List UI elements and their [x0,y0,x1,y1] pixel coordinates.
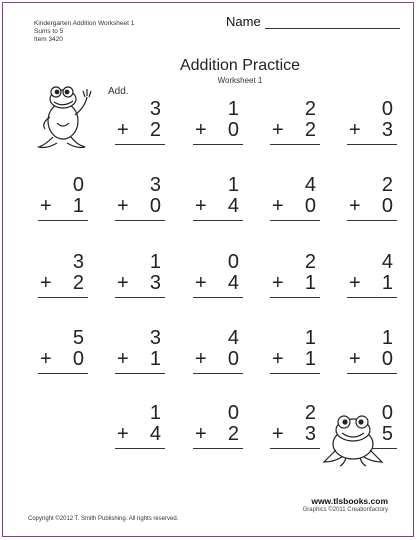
addend-bottom: 3 [304,423,316,445]
addition-problem [193,402,243,450]
plus-sign: + [195,119,207,141]
addition-problem [115,402,165,450]
plus-sign: + [195,423,207,445]
answer-line[interactable] [38,373,88,374]
answer-line[interactable] [193,448,243,449]
answer-line[interactable] [347,220,397,221]
addend-top: 0 [381,98,393,120]
addend-bottom: 4 [227,272,239,294]
addend-bottom: 4 [227,195,239,217]
answer-line[interactable] [347,297,397,298]
addend-bottom: 0 [227,348,239,370]
addend-top: 3 [149,174,161,196]
plus-sign: + [349,272,361,294]
answer-line[interactable] [193,373,243,374]
sitting-frog-icon [322,410,384,468]
name-label: Name [226,14,261,29]
answer-line[interactable] [115,297,165,298]
addition-problem [270,402,320,450]
plus-sign: + [117,423,129,445]
answer-line[interactable] [193,220,243,221]
addend-bottom: 0 [72,348,84,370]
instruction-text: Add. [108,86,129,97]
worksheet-meta [34,20,134,44]
addition-problem [270,251,320,299]
addend-top: 2 [381,174,393,196]
plus-sign: + [349,119,361,141]
addend-top: 0 [72,174,84,196]
addition-problem [115,251,165,299]
addition-problem [193,251,243,299]
footer-url[interactable]: www.tlsbooks.com [311,496,388,506]
addition-problem [347,251,397,299]
addend-top: 1 [149,251,161,273]
copyright-text: Copyright ©2012 T. Smith Publishing. All rights reserved. [28,516,179,522]
addition-problem [270,98,320,146]
plus-sign: + [40,272,52,294]
plus-sign: + [195,195,207,217]
plus-sign: + [195,348,207,370]
plus-sign: + [195,272,207,294]
addend-bottom: 2 [304,119,316,141]
plus-sign: + [272,272,284,294]
plus-sign: + [117,272,129,294]
addend-top: 3 [149,327,161,349]
addition-problem [115,327,165,375]
addend-bottom: 0 [381,195,393,217]
answer-line[interactable] [270,220,320,221]
answer-line[interactable] [347,144,397,145]
item-number: Item 3420 [34,36,63,43]
addition-problem [347,98,397,146]
addition-problem [115,174,165,222]
worksheet-title: Kindergarten Addition Worksheet 1 [34,20,135,27]
answer-line[interactable] [193,144,243,145]
graphics-credit: Graphics ©2011 Creationfactory [302,507,388,513]
addition-problem [193,174,243,222]
addend-bottom: 0 [149,195,161,217]
addend-bottom: 1 [149,348,161,370]
addition-problem [193,98,243,146]
addend-bottom: 1 [304,348,316,370]
addend-top: 2 [304,98,316,120]
addend-top: 4 [381,251,393,273]
answer-line[interactable] [115,144,165,145]
addition-problem [270,174,320,222]
addend-bottom: 0 [227,119,239,141]
addend-bottom: 1 [72,195,84,217]
addend-top: 1 [381,327,393,349]
addend-bottom: 3 [381,119,393,141]
addend-top: 1 [227,98,239,120]
addend-bottom: 5 [381,423,393,445]
addend-top: 2 [304,402,316,424]
addend-top: 1 [304,327,316,349]
name-line[interactable] [265,28,400,29]
answer-line[interactable] [270,144,320,145]
plus-sign: + [40,195,52,217]
answer-line[interactable] [38,297,88,298]
answer-line[interactable] [193,297,243,298]
addend-top: 2 [304,251,316,273]
plus-sign: + [117,195,129,217]
addend-bottom: 4 [149,423,161,445]
answer-line[interactable] [115,220,165,221]
plus-sign: + [272,119,284,141]
addition-problem [38,251,88,299]
plus-sign: + [117,348,129,370]
addend-top: 1 [227,174,239,196]
plus-sign: + [40,348,52,370]
addition-problem [270,327,320,375]
addition-problem [38,327,88,375]
addend-top: 3 [72,251,84,273]
addend-top: 3 [149,98,161,120]
addend-top: 4 [304,174,316,196]
addend-bottom: 1 [381,272,393,294]
addend-top: 1 [149,402,161,424]
waving-frog-icon [35,83,97,153]
addend-bottom: 0 [304,195,316,217]
addend-bottom: 2 [149,119,161,141]
addition-problem [347,327,397,375]
answer-line[interactable] [270,297,320,298]
addition-problem [347,174,397,222]
addend-top: 5 [72,327,84,349]
plus-sign: + [349,348,361,370]
addend-bottom: 1 [304,272,316,294]
addend-bottom: 3 [149,272,161,294]
addend-bottom: 0 [381,348,393,370]
plus-sign: + [272,195,284,217]
answer-line[interactable] [270,373,320,374]
addend-top: 0 [227,251,239,273]
answer-line[interactable] [347,373,397,374]
addend-bottom: 2 [227,423,239,445]
plus-sign: + [349,195,361,217]
addend-top: 4 [227,327,239,349]
answer-line[interactable] [115,448,165,449]
addition-problem [38,174,88,222]
addend-bottom: 2 [72,272,84,294]
page-title: Addition Practice [179,57,301,74]
addend-top: 0 [381,402,393,424]
answer-line[interactable] [115,373,165,374]
page-subtitle: Worksheet 1 [217,76,263,85]
answer-line[interactable] [270,448,320,449]
plus-sign: + [117,119,129,141]
plus-sign: + [272,423,284,445]
sums-range: Sums to 5 [34,28,64,35]
addition-problem [193,327,243,375]
answer-line[interactable] [38,220,88,221]
addend-top: 0 [227,402,239,424]
addition-problem [115,98,165,146]
plus-sign: + [272,348,284,370]
